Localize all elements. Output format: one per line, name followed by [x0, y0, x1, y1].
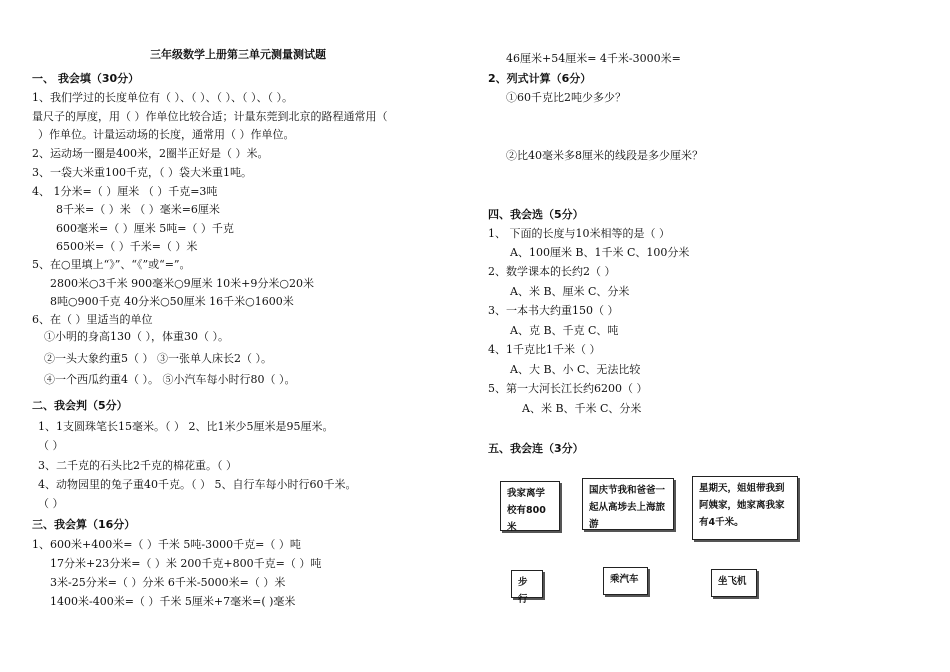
match-box-car — [603, 567, 648, 595]
choice-q1: 1、 下面的长度与10米相等的是（ ） — [488, 227, 670, 240]
q4-line-2: 8千米=（ ）米 （ ）毫米=6厘米 — [56, 203, 220, 216]
match-box-trip-text: 国庆节我和爸爸一起从高埗去上海旅游 — [589, 485, 666, 530]
match-box-plane — [711, 569, 757, 597]
list-calc-q2: ②比40毫米多8厘米的线段是多少厘米？ — [506, 149, 703, 162]
section-5-heading: 五、我会连（3分） — [488, 442, 584, 455]
section-3-heading: 三、我会算（16分） — [32, 518, 136, 531]
choice-q4: 4、1千克比1千米（ ） — [488, 343, 601, 356]
calc-line-1: 1、600米+400米=（ ）千米 5吨-3000千克=（ ）吨 — [32, 538, 301, 551]
q5-compare-1: 2800米○3千米 900毫米○9厘米 10米+9分米○20米 — [50, 277, 314, 290]
choice-q2: 2、数学课本的长约2（ ） — [488, 265, 616, 278]
choice-q3: 3、一本书大约重150（ ） — [488, 304, 619, 317]
list-calc-heading: 2、列式计算（6分） — [488, 72, 592, 85]
judge-line-2: （ ） — [38, 439, 64, 452]
choice-q1-options: A、100厘米 B、1千米 C、100分米 — [510, 246, 690, 259]
q6-line: 6、在（ ）里适当的单位 — [32, 313, 153, 326]
judge-line-3: 3、二千克的石头比2千克的棉花重。（ ） — [38, 459, 237, 472]
judge-line-5: （ ） — [38, 497, 64, 510]
calc-line-2: 17分米+23分米=（ ）米 200千克+800千克=（ ）吨 — [50, 557, 322, 570]
q4-line-1: 4、 1分米=（ ）厘米 （ ）千克=3吨 — [32, 185, 218, 198]
q1-line-3: ）作单位。计量运动场的长度，通常用（ ）作单位。 — [38, 128, 295, 141]
match-box-walk-text: 步行 — [518, 577, 528, 605]
q6-item-3: ④一个西瓜约重4（ ）。 ⑤小汽车每小时行80（ ）。 — [44, 373, 296, 386]
match-box-aunt-text: 星期天，姐姐带我到阿姨家，她家离我家有4千米。 — [699, 483, 785, 528]
match-box-trip — [582, 478, 674, 530]
q2-line: 2、运动场一圈是400米，2圈半正好是（ ）米。 — [32, 147, 269, 160]
section-4-heading: 四、我会选（5分） — [488, 208, 584, 221]
choice-q5: 5、第一大河长江长约6200（ ） — [488, 382, 648, 395]
match-box-aunt — [692, 476, 798, 540]
q4-line-4: 6500米=（ ）千米=（ ）米 — [56, 240, 198, 253]
judge-line-4: 4、动物园里的兔子重40千克。（ ） 5、自行车每小时行60千米。 — [38, 478, 357, 491]
calc-line-3: 3米-25分米=（ ）分米 6千米-5000米=（ ）米 — [50, 576, 286, 589]
choice-q4-options: A、大 B、小 C、无法比较 — [510, 363, 641, 376]
match-box-walk — [511, 570, 543, 605]
calc-line-4: 1400米-400米=（ ）千米 5厘米+7毫米=( )毫米 — [50, 595, 296, 608]
q6-item-1: ①小明的身高130（ ），体重30（ ）。 — [44, 330, 229, 343]
judge-line-1: 1、1支圆珠笔长15毫米。（ ） 2、比1米少5厘米是95厘米。 — [38, 420, 334, 433]
list-calc-q1: ①60千克比2吨少多少？ — [506, 91, 626, 104]
section-2-heading: 二、我会判（5分） — [32, 399, 128, 412]
match-box-school — [500, 481, 560, 531]
section-1-heading: 一、 我会填（30分） — [32, 72, 140, 85]
match-box-car-text: 乘汽车 — [610, 574, 639, 585]
choice-q2-options: A、米 B、厘米 C、分米 — [510, 285, 630, 298]
choice-q5-options: A、米 B、千米 C、分米 — [522, 402, 642, 415]
q5-compare-2: 8吨○900千克 40分米○50厘米 16千米○1600米 — [50, 295, 294, 308]
q4-line-3: 600毫米=（ ）厘米 5吨=（ ）千克 — [56, 222, 234, 235]
q1-line-1: 1、我们学过的长度单位有（ ）、（ ）、（ ）、（ ）、（ ）。 — [32, 91, 293, 104]
q1-line-2: 量尺子的厚度，用（ ）作单位比较合适；计量东莞到北京的路程通常用（ — [32, 110, 388, 123]
match-box-plane-text: 坐飞机 — [718, 576, 747, 587]
q6-item-2: ②一头大象约重5（ ） ③一张单人床长2（ ）。 — [44, 352, 272, 365]
choice-q3-options: A、克 B、千克 C、吨 — [510, 324, 619, 337]
q5-line: 5、在○里填上“》”、“《”或“=”。 — [32, 258, 191, 271]
match-box-school-text: 我家离学校有800米 — [507, 488, 546, 533]
q3-line: 3、一袋大米重100千克，（ ）袋大米重1吨。 — [32, 166, 252, 179]
page-title: 三年级数学上册第三单元测量测试题 — [150, 48, 326, 61]
calc-right-top: 46厘米+54厘米= 4千米-3000米= — [506, 52, 681, 65]
